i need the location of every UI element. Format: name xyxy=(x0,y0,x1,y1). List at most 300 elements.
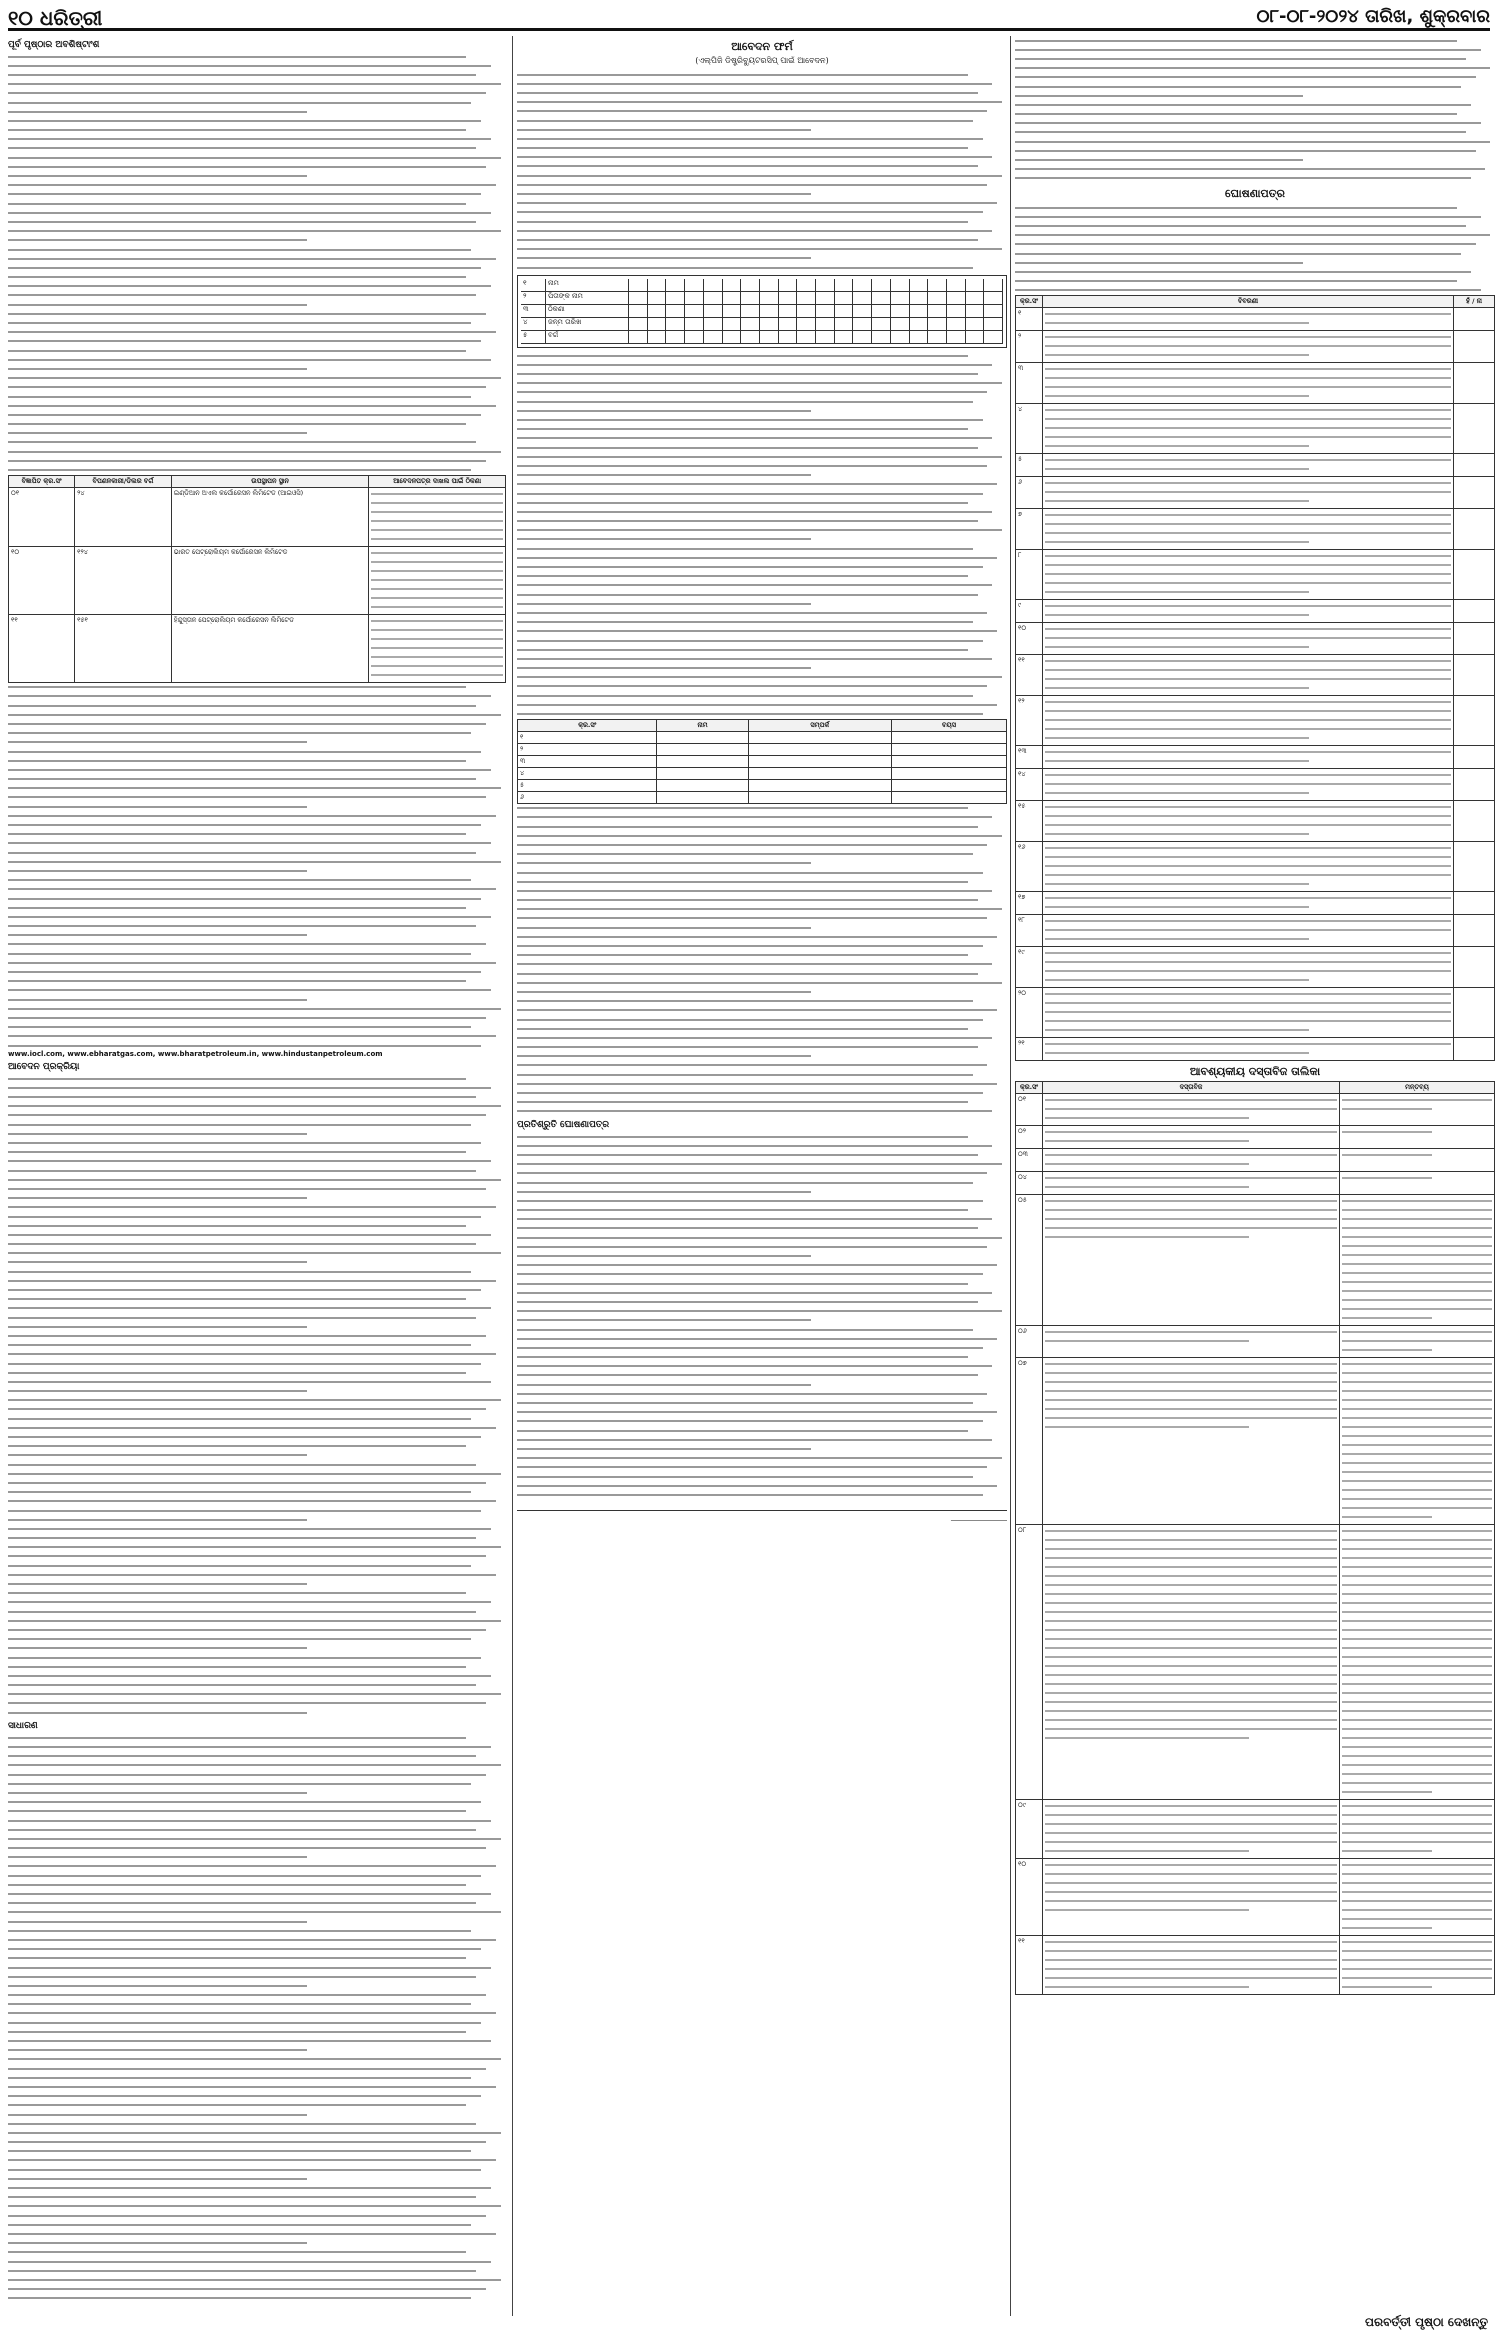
table-row xyxy=(1016,768,1495,800)
text-line xyxy=(8,1295,466,1304)
text-line xyxy=(8,1742,491,1751)
text-line xyxy=(517,1169,987,1178)
text-line xyxy=(8,61,491,70)
checkbox-cell[interactable] xyxy=(1454,768,1495,800)
text-line xyxy=(517,700,997,709)
table-cell xyxy=(1043,1171,1340,1194)
text-line xyxy=(8,420,466,429)
text-line xyxy=(517,1006,997,1015)
grid-input-cells[interactable] xyxy=(629,331,1003,343)
table-row xyxy=(518,743,1007,755)
table-cell[interactable] xyxy=(657,743,748,755)
text-line xyxy=(517,1107,992,1116)
text-line xyxy=(517,434,992,443)
table-cell: ୨ xyxy=(1016,330,1043,362)
table-cell xyxy=(1043,841,1454,891)
checkbox-cell[interactable] xyxy=(1454,403,1495,453)
text-line xyxy=(517,636,983,645)
text-line xyxy=(8,1871,481,1880)
text-line xyxy=(8,144,476,153)
text-line xyxy=(8,1954,466,1963)
text-line xyxy=(1015,110,1457,119)
table-cell: ୦୫ xyxy=(1016,1194,1043,1325)
text-line xyxy=(8,811,496,820)
text-line xyxy=(8,2046,307,2055)
text-line xyxy=(517,1196,983,1205)
table-cell xyxy=(1043,1325,1340,1357)
text-line xyxy=(8,1853,307,1862)
text-line xyxy=(517,1426,968,1435)
body-text xyxy=(517,70,1007,272)
grid-row-number: ୪ xyxy=(521,318,546,330)
checkbox-cell[interactable] xyxy=(1454,508,1495,549)
text-line xyxy=(517,217,968,226)
text-line xyxy=(517,1061,987,1070)
text-line xyxy=(1045,1009,1451,1016)
text-line xyxy=(8,1690,501,1699)
text-line xyxy=(1045,343,1451,350)
text-line xyxy=(1045,644,1309,651)
text-line xyxy=(8,1534,476,1543)
text-line xyxy=(517,125,811,134)
table-cell[interactable] xyxy=(657,767,748,779)
text-line xyxy=(1045,717,1451,724)
text-line xyxy=(517,1270,983,1279)
checkbox-cell[interactable] xyxy=(1454,549,1495,599)
text-line xyxy=(8,1230,491,1239)
table-row xyxy=(518,779,1007,791)
text-line xyxy=(517,654,992,663)
checkbox-cell[interactable] xyxy=(1454,800,1495,841)
text-line xyxy=(8,2101,466,2110)
text-line xyxy=(517,544,973,553)
table-cell xyxy=(1043,1093,1340,1125)
text-line xyxy=(8,1102,501,1111)
table-row xyxy=(1016,1093,1495,1125)
table-cell[interactable] xyxy=(892,755,1007,767)
text-line xyxy=(517,850,973,859)
text-line xyxy=(517,1141,992,1150)
table-header: ସମ୍ପର୍କ xyxy=(748,719,891,731)
text-line xyxy=(517,245,1002,254)
declaration-title: ପ୍ରତିଶ୍ରୁତି ଘୋଷଣାପତ୍ର xyxy=(517,1120,610,1130)
text-line xyxy=(8,1515,307,1524)
text-line xyxy=(1045,699,1451,706)
text-line xyxy=(8,199,466,208)
text-line xyxy=(8,1543,501,1552)
text-line xyxy=(1045,416,1451,423)
text-line xyxy=(517,1408,997,1417)
text-line xyxy=(8,2165,481,2174)
text-line xyxy=(1045,384,1451,391)
table-cell xyxy=(1043,1524,1340,1799)
text-line xyxy=(8,1267,471,1276)
text-line xyxy=(1045,991,1451,998)
grid-row-label: ବର୍ଗ xyxy=(546,331,629,343)
text-line xyxy=(8,1779,471,1788)
checkbox-cell[interactable] xyxy=(1454,330,1495,362)
text-line xyxy=(517,88,978,97)
text-line xyxy=(8,1138,481,1147)
grid-row-number: ୧ xyxy=(521,279,546,291)
text-line xyxy=(1045,927,1451,934)
text-line xyxy=(517,599,811,608)
checkbox-cell[interactable] xyxy=(1454,362,1495,403)
text-line xyxy=(8,2211,486,2220)
table-cell: ଭାରତ ପେଟ୍ରୋଲିୟମ କର୍ପୋରେସନ ଲିମିଟେଡ xyxy=(171,546,369,614)
text-line xyxy=(8,465,471,474)
table-row xyxy=(1016,987,1495,1037)
text-line xyxy=(8,1350,496,1359)
text-line xyxy=(8,273,466,282)
text-line xyxy=(8,1194,307,1203)
text-line xyxy=(8,346,466,355)
text-line xyxy=(8,2138,486,2147)
text-line xyxy=(517,969,978,978)
table-cell[interactable] xyxy=(657,731,748,743)
text-line xyxy=(517,905,1002,914)
text-line xyxy=(8,729,471,738)
text-line xyxy=(8,830,466,839)
table-cell: ୨୦ xyxy=(1016,987,1043,1037)
document-table xyxy=(1015,1081,1495,1995)
text-line xyxy=(517,627,997,636)
table-header: ନାମ xyxy=(657,719,748,731)
text-line xyxy=(8,1083,491,1092)
table-row xyxy=(1016,695,1495,745)
text-line xyxy=(8,162,486,171)
table-header: ବୟସ xyxy=(892,719,1007,731)
text-line xyxy=(1045,863,1451,870)
text-line xyxy=(517,351,968,360)
text-line xyxy=(8,1552,486,1561)
table-cell xyxy=(1043,622,1454,654)
text-line xyxy=(8,1579,307,1588)
text-line xyxy=(8,2055,501,2064)
text-line xyxy=(517,1307,1002,1316)
text-line xyxy=(8,1662,466,1671)
text-line xyxy=(1015,267,1471,276)
table-cell[interactable] xyxy=(657,791,748,803)
table-cell[interactable] xyxy=(892,767,1007,779)
text-line xyxy=(517,1417,983,1426)
text-line xyxy=(517,1389,987,1398)
text-line xyxy=(1045,658,1451,665)
checkbox-cell[interactable] xyxy=(1454,307,1495,330)
text-line xyxy=(1015,258,1303,267)
text-line xyxy=(1045,918,1451,925)
text-line xyxy=(1045,781,1451,788)
text-line xyxy=(8,2183,491,2192)
text-line xyxy=(8,2110,307,2119)
text-line xyxy=(8,116,481,125)
text-line xyxy=(8,2229,496,2238)
text-line xyxy=(517,79,992,88)
website-links[interactable]: www.iocl.com, www.ebharatgas.com, www.bharatpetroleum.in, www.hindustanpetroleum.com xyxy=(8,1050,383,1059)
text-line xyxy=(8,1249,501,1258)
text-line xyxy=(8,1175,501,1184)
text-line xyxy=(1015,249,1461,258)
text-line xyxy=(8,1699,486,1708)
text-line xyxy=(1015,36,1457,45)
text-line xyxy=(8,401,496,410)
table-cell[interactable] xyxy=(748,791,891,803)
text-line xyxy=(8,903,466,912)
text-line xyxy=(1045,553,1451,560)
text-line xyxy=(517,1132,968,1141)
text-line xyxy=(1015,277,1457,286)
text-line xyxy=(8,1981,307,1990)
text-line xyxy=(8,1761,501,1770)
text-line xyxy=(1045,352,1309,359)
checkbox-cell[interactable] xyxy=(1454,841,1495,891)
text-line xyxy=(517,1242,987,1251)
grid-input-cells[interactable] xyxy=(629,318,1003,330)
text-line xyxy=(517,1279,968,1288)
table-header: ଦସ୍ତାବିଜ xyxy=(1043,1081,1340,1093)
table-row xyxy=(1016,914,1495,946)
text-line xyxy=(8,1963,491,1972)
table-cell[interactable] xyxy=(892,743,1007,755)
text-line xyxy=(8,1616,501,1625)
text-line xyxy=(1045,854,1451,861)
checkbox-cell[interactable] xyxy=(1454,622,1495,654)
text-line xyxy=(8,683,466,692)
text-line xyxy=(8,1184,486,1193)
text-line xyxy=(1045,881,1309,888)
table-header: ବିପଣନକାରୀ/ଡିଲର ବର୍ଗ xyxy=(75,475,172,487)
table-cell[interactable] xyxy=(748,731,891,743)
text-line xyxy=(517,831,1002,840)
text-line xyxy=(8,1497,496,1506)
table-cell: ୧୩ xyxy=(1016,745,1043,768)
text-line xyxy=(1045,977,1309,984)
grid-row xyxy=(521,305,1003,318)
outlet-table xyxy=(8,475,506,683)
table-cell: ୧୨ xyxy=(1016,695,1043,745)
text-line xyxy=(8,1032,496,1041)
text-line xyxy=(8,300,307,309)
column-left xyxy=(8,36,506,2316)
checkbox-cell[interactable] xyxy=(1454,453,1495,476)
table-cell: ୫ xyxy=(518,779,657,791)
text-line xyxy=(1015,231,1490,240)
text-line xyxy=(8,2156,496,2165)
table-cell xyxy=(1043,549,1454,599)
text-line xyxy=(517,1024,968,1033)
table-cell: ୦୭ xyxy=(1016,1357,1043,1524)
text-line xyxy=(517,709,983,718)
table-cell: ୧ xyxy=(1016,307,1043,330)
text-line xyxy=(8,1221,466,1230)
table-row xyxy=(518,755,1007,767)
table-cell: ୧୬ xyxy=(1016,841,1043,891)
checkbox-cell[interactable] xyxy=(1454,654,1495,695)
table-cell: ୧୪ xyxy=(1016,768,1043,800)
checkbox-cell[interactable] xyxy=(1454,695,1495,745)
text-line xyxy=(8,1681,476,1690)
text-line xyxy=(8,1733,466,1742)
text-line xyxy=(517,1052,811,1061)
table-cell[interactable] xyxy=(657,779,748,791)
text-line xyxy=(8,2027,466,2036)
text-line xyxy=(517,1380,811,1389)
text-line xyxy=(517,1233,1002,1242)
table-row xyxy=(518,731,1007,743)
table-cell: ୧ xyxy=(518,731,657,743)
grid-input-cells[interactable] xyxy=(629,305,1003,317)
text-line xyxy=(8,1834,501,1843)
text-line xyxy=(8,153,501,162)
table-cell: ୮ xyxy=(1016,549,1043,599)
text-line xyxy=(517,116,973,125)
text-line xyxy=(517,1316,811,1325)
table-row xyxy=(1016,1858,1495,1935)
text-line xyxy=(8,1212,481,1221)
text-line xyxy=(8,318,471,327)
text-line xyxy=(517,162,978,171)
text-line xyxy=(517,498,968,507)
table-cell[interactable] xyxy=(892,779,1007,791)
table-cell[interactable] xyxy=(892,731,1007,743)
text-line xyxy=(1045,1000,1451,1007)
checkbox-cell[interactable] xyxy=(1454,914,1495,946)
text-line xyxy=(1045,393,1309,400)
text-line xyxy=(8,977,466,986)
text-line xyxy=(1045,936,1309,943)
checkbox-cell[interactable] xyxy=(1454,987,1495,1037)
table-cell[interactable] xyxy=(748,743,891,755)
table-row xyxy=(9,487,506,546)
text-line xyxy=(8,710,501,719)
text-line xyxy=(517,691,973,700)
table-cell[interactable] xyxy=(748,779,891,791)
text-line xyxy=(517,664,811,673)
text-line xyxy=(1045,822,1451,829)
text-line xyxy=(517,1454,1002,1463)
body-text xyxy=(8,683,506,1051)
table-row xyxy=(1016,403,1495,453)
checkbox-cell[interactable] xyxy=(1454,599,1495,622)
text-line xyxy=(517,1015,983,1024)
table-cell[interactable] xyxy=(892,791,1007,803)
text-line xyxy=(8,263,481,272)
text-line xyxy=(1045,626,1451,633)
table-row xyxy=(1016,622,1495,654)
text-line xyxy=(1045,407,1451,414)
grid-input-cells[interactable] xyxy=(629,279,1003,291)
table-cell[interactable] xyxy=(657,755,748,767)
text-line xyxy=(8,1377,491,1386)
text-line xyxy=(517,189,811,198)
checkbox-cell[interactable] xyxy=(1454,891,1495,914)
table-header: ଉପସ୍ଥାପନ ସ୍ଥାନ xyxy=(171,475,369,487)
text-line xyxy=(8,1570,496,1579)
applicant-grid xyxy=(517,275,1007,348)
text-line xyxy=(1045,968,1451,975)
text-line xyxy=(1015,240,1476,249)
text-line xyxy=(1045,466,1309,473)
table-cell xyxy=(1340,1171,1495,1194)
table-row xyxy=(9,546,506,614)
text-line xyxy=(517,1160,1002,1169)
table-cell: ୧୧ xyxy=(1016,654,1043,695)
text-line xyxy=(8,1129,307,1138)
text-line xyxy=(1045,872,1451,879)
text-line xyxy=(8,2294,471,2303)
text-line xyxy=(8,1589,466,1598)
table-row xyxy=(1016,946,1495,987)
text-line xyxy=(8,1671,491,1680)
text-line xyxy=(517,1398,973,1407)
table-cell: ୧୦ xyxy=(1016,622,1043,654)
checkbox-cell[interactable] xyxy=(1454,946,1495,987)
table-cell[interactable] xyxy=(748,767,891,779)
checkbox-cell[interactable] xyxy=(1454,1037,1495,1060)
text-line xyxy=(8,1157,491,1166)
grid-row-number: ୫ xyxy=(521,331,546,343)
body-text xyxy=(517,1132,1007,1500)
page-header xyxy=(8,6,1490,31)
grid-input-cells[interactable] xyxy=(629,292,1003,304)
text-line xyxy=(8,912,491,921)
text-line xyxy=(8,1880,466,1889)
text-line xyxy=(8,1414,471,1423)
text-line xyxy=(517,673,1002,682)
table-cell: ୦୨ xyxy=(1016,1125,1043,1148)
text-line xyxy=(8,392,471,401)
table-cell: ୩ xyxy=(1016,362,1043,403)
text-line xyxy=(8,958,496,967)
text-line xyxy=(8,171,307,180)
text-line xyxy=(8,876,471,885)
text-line xyxy=(517,153,992,162)
table-cell: ୬ xyxy=(1016,476,1043,508)
table-cell: ୧୫ xyxy=(1016,800,1043,841)
text-line xyxy=(8,1935,496,1944)
table-cell: ୦୧ xyxy=(1016,1093,1043,1125)
continued-label: ପରବର୍ତ୍ତୀ ପୃଷ୍ଠା ଦେଖନ୍ତୁ xyxy=(1365,2315,1488,2329)
section-heading: ସାଧାରଣ xyxy=(8,1721,38,1732)
text-line xyxy=(8,940,486,949)
text-line xyxy=(1045,1050,1309,1057)
table-cell: ୧୯ xyxy=(1016,946,1043,987)
text-line xyxy=(8,1488,471,1497)
text-line xyxy=(1045,480,1451,487)
text-line xyxy=(517,1362,992,1371)
text-line xyxy=(8,410,481,419)
text-line xyxy=(517,535,811,544)
text-line xyxy=(1045,1027,1309,1034)
text-line xyxy=(8,1899,476,1908)
text-line xyxy=(517,1334,997,1343)
grid-row xyxy=(521,292,1003,305)
text-line xyxy=(1015,100,1471,109)
text-line xyxy=(8,1862,496,1871)
text-line xyxy=(1015,119,1481,128)
text-line xyxy=(517,171,1002,180)
text-line xyxy=(8,820,481,829)
table-cell: ୦୯ xyxy=(1016,1799,1043,1858)
table-cell[interactable] xyxy=(748,755,891,767)
table-cell xyxy=(1043,987,1454,1037)
table-cell xyxy=(1340,1357,1495,1524)
text-line xyxy=(8,866,307,875)
checkbox-cell[interactable] xyxy=(1454,745,1495,768)
text-line xyxy=(8,2018,481,2027)
table-cell xyxy=(369,546,506,614)
checkbox-cell[interactable] xyxy=(1454,476,1495,508)
